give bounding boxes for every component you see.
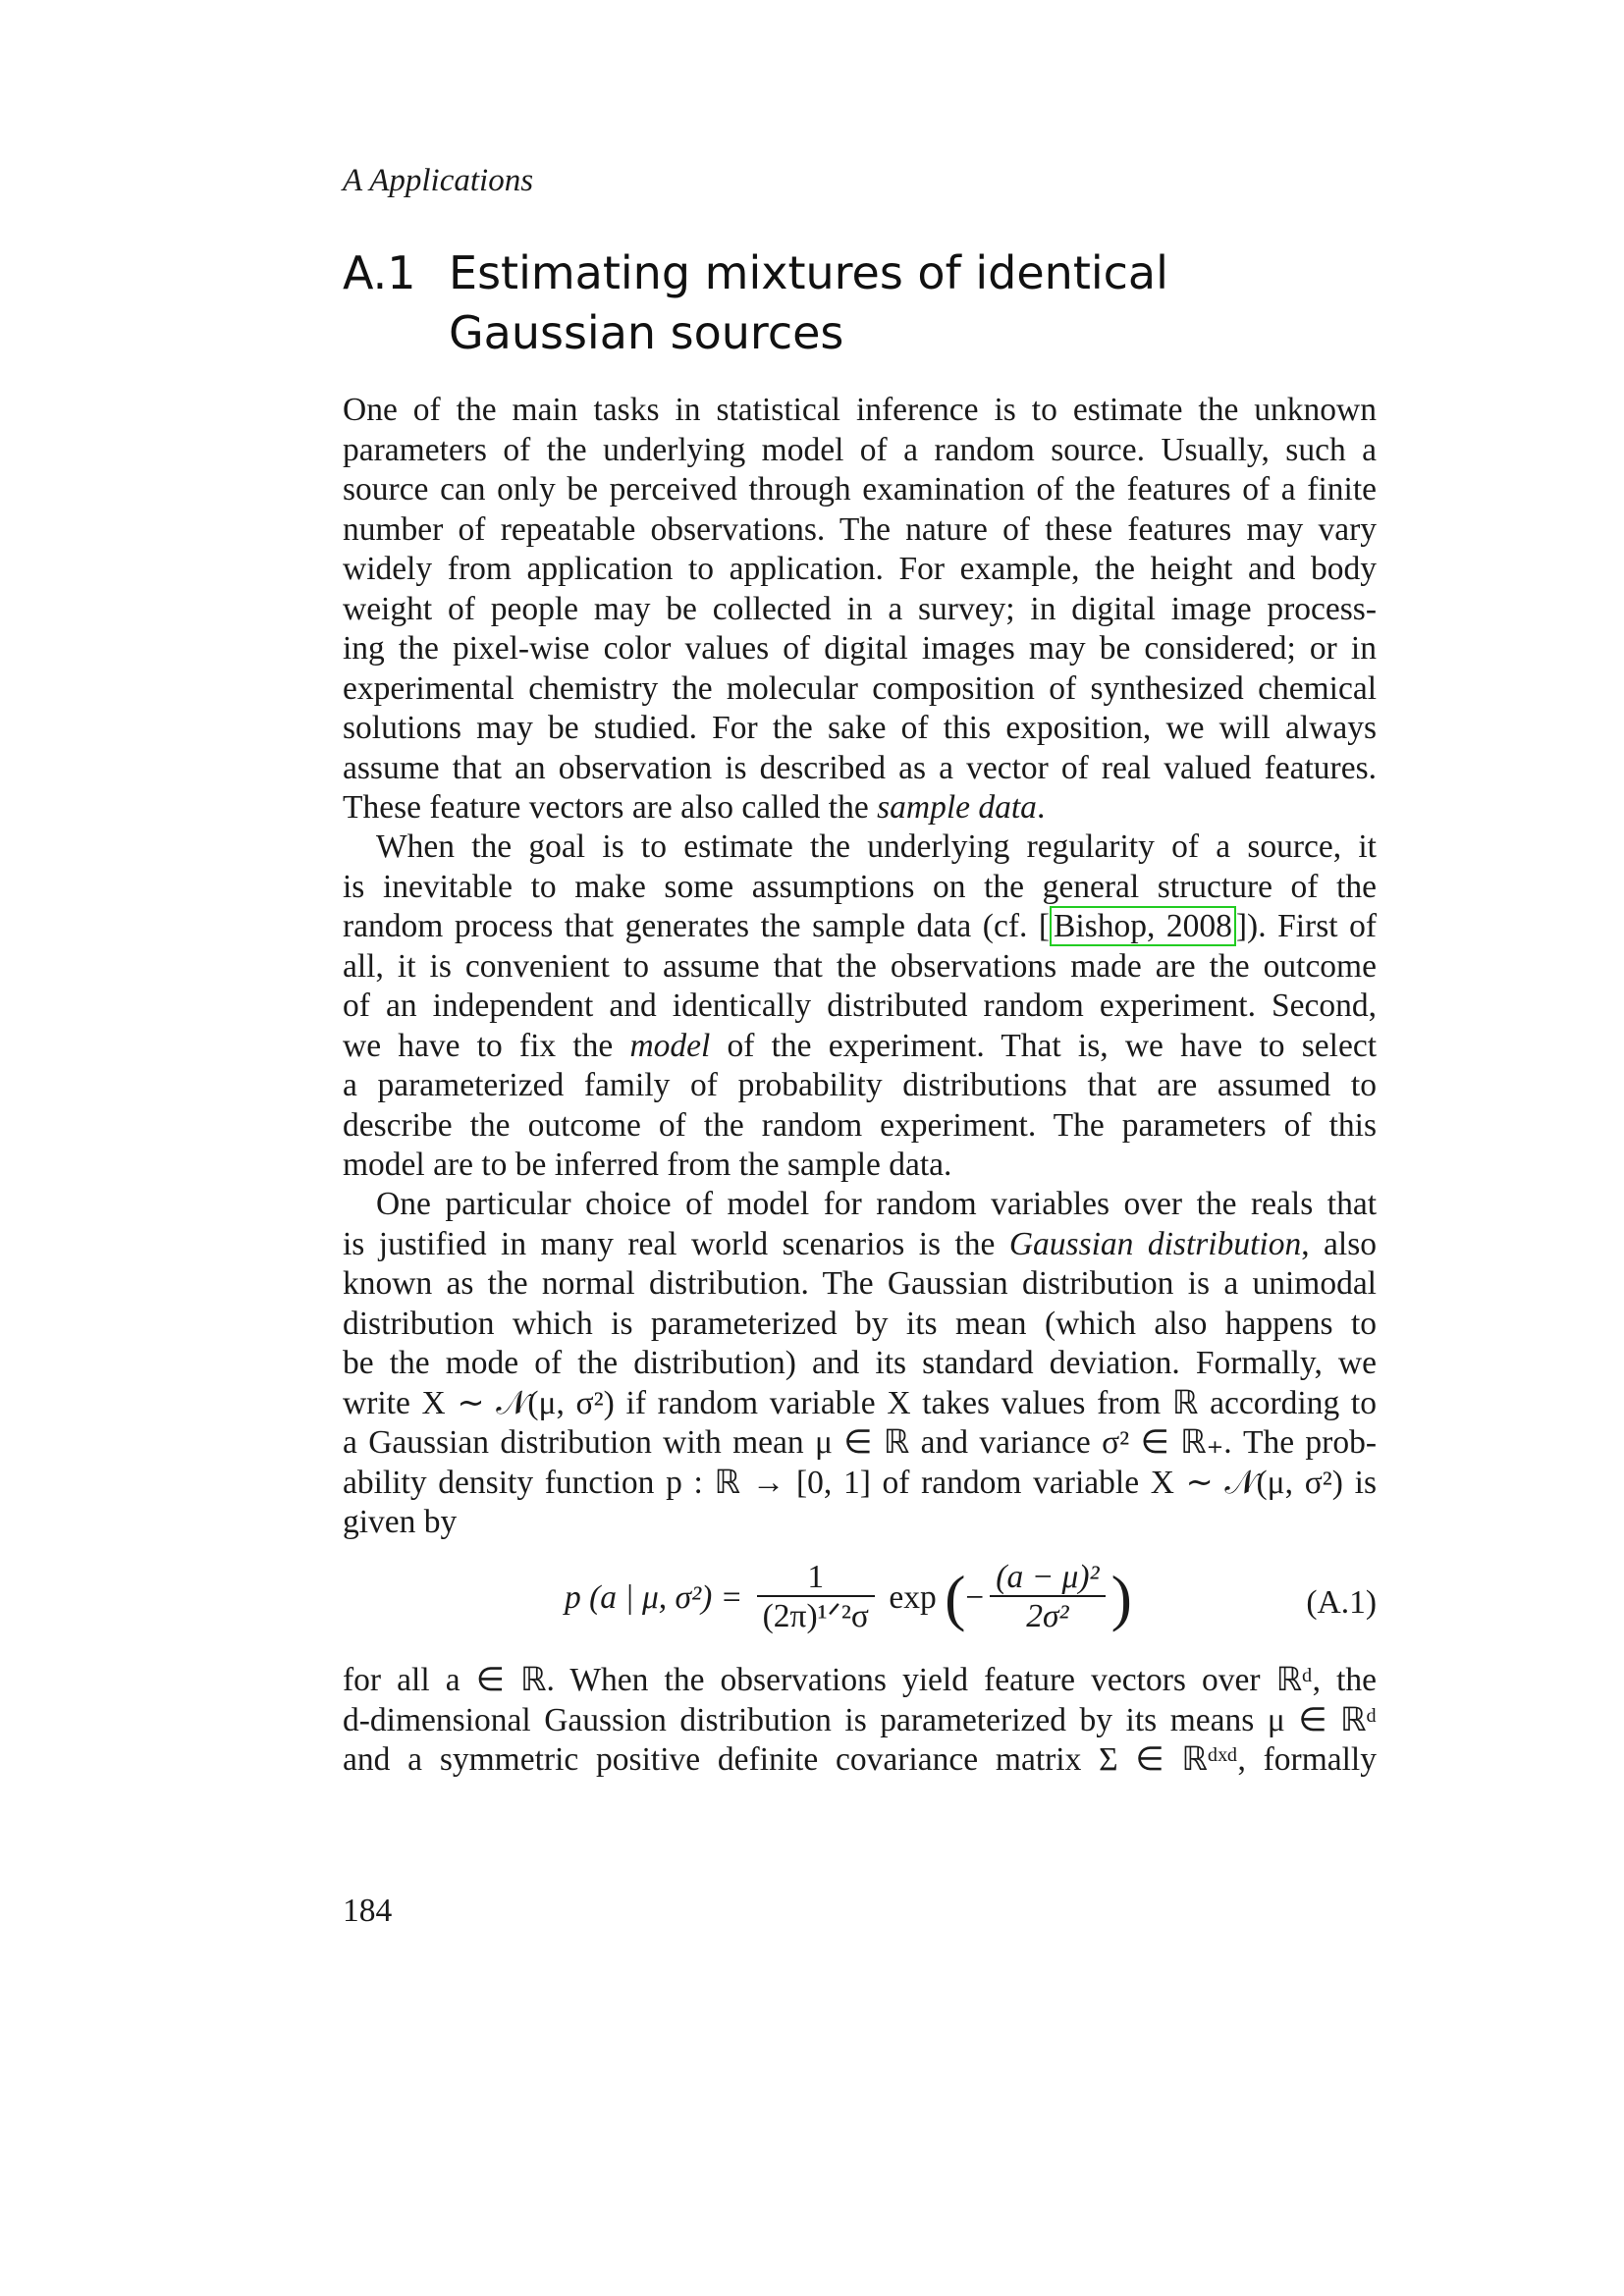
emphasis-model: model <box>629 1027 711 1064</box>
text-line: given by <box>343 1504 458 1540</box>
text-line: solutions may be studied. For the sake of this exposition, we will always <box>343 710 1377 746</box>
fraction-numerator: 1 <box>757 1560 875 1597</box>
text-line: ability density function p : ℝ → [0, 1] of random variable X ∼ 𝒩(μ, σ²) is <box>343 1464 1377 1501</box>
text-line: experimental chemistry the molecular composition of synthesized chemical <box>343 669 1377 707</box>
text-line: ing the pixel-wise color values of digital images may be considered; or in <box>343 630 1377 667</box>
text-line: assume that an observation is described as a vector of real valued features. <box>343 749 1377 786</box>
citation-link[interactable]: Bishop, 2008 <box>1050 906 1236 946</box>
emphasis-gaussian-distribution: Gaussian distribution <box>1008 1225 1302 1262</box>
emphasis-sample-data: sample data <box>877 789 1037 826</box>
section-number: A.1 <box>343 246 416 299</box>
section-title-line1: Estimating mixtures of identical <box>449 246 1168 299</box>
text-line: all, it is convenient to assume that the observations made are the outcome <box>343 947 1377 985</box>
text-line <box>343 1225 1377 1265</box>
text-line: for all a ∈ ℝ. When the observations yield feature vectors over ℝᵈ, the <box>343 1662 1377 1698</box>
text-fragment: we have to fix the <box>343 1027 630 1064</box>
equation-body <box>565 1559 1132 1637</box>
minus-sign: − <box>965 1579 985 1616</box>
paragraph-4 <box>343 1661 1377 1781</box>
text-line <box>343 1027 1377 1067</box>
text-line: One particular choice of model for random variables over the reals that <box>376 1186 1377 1222</box>
equation-a1 <box>343 1559 1377 1637</box>
text-line: describe the outcome of the random experiment. The parameters of this <box>343 1106 1377 1144</box>
text-line: When the goal is to estimate the underlying regularity of a source, it <box>376 828 1377 865</box>
text-line: distribution which is parameterized by its mean (which also happens to <box>343 1305 1377 1342</box>
section-title-line2: Gaussian sources <box>449 306 844 359</box>
text-fragment: of the experiment. That is, we have to select <box>710 1027 1377 1064</box>
text-fragment: is justified in many real world scenarios is the <box>343 1225 1009 1262</box>
text-line <box>343 788 1377 828</box>
close-paren: ) <box>1110 1563 1132 1632</box>
text-line: d-dimensional Gaussion distribution is parameterized by its means μ ∈ ℝᵈ <box>343 1701 1377 1738</box>
text-fragment: . <box>1036 789 1046 826</box>
running-header: A Applications <box>343 163 534 198</box>
text-fragment: ). First of <box>1247 908 1377 944</box>
paragraph-1 <box>343 391 1377 828</box>
paragraph-3 <box>343 1185 1377 1543</box>
text-line: weight of people may be collected in a survey; in digital image process- <box>343 590 1377 627</box>
text-line: of an independent and identically distributed random experiment. Second, <box>343 988 1377 1024</box>
fraction-denominator: 2σ² <box>1026 1598 1069 1634</box>
equation-number: (A.1) <box>1306 1584 1377 1621</box>
text-line: and a symmetric positive definite covariance matrix Σ ∈ ℝᵈˣᵈ, formally <box>343 1741 1377 1778</box>
page-number: 184 <box>343 1893 393 1929</box>
text-line: known as the normal distribution. The Gaussian distribution is a unimodal <box>343 1265 1377 1302</box>
paragraph-2 <box>343 828 1377 1186</box>
text-line: random process that generates the sample data (cf. [ Bishop, 2008 ]). First of <box>343 908 1377 944</box>
text-line: is inevitable to make some assumptions on the general structure of the <box>343 868 1377 905</box>
text-line: be the mode of the distribution) and its standard deviation. Formally, we <box>343 1345 1377 1381</box>
open-paren: ( <box>945 1563 966 1632</box>
text-fragment: random process that generates the sample data (cf. <box>343 908 1039 944</box>
section-heading <box>343 243 1325 363</box>
text-line: parameters of the underlying model of a random source. Usually, such a <box>343 431 1377 468</box>
text-line: model are to be inferred from the sample data. <box>343 1147 952 1183</box>
exp-operator: exp <box>889 1579 937 1616</box>
fraction-normalizer <box>757 1560 875 1636</box>
text-fragment: These feature vectors are also called the <box>343 789 878 826</box>
text-line: a parameterized family of probability distributions that are assumed to <box>343 1067 1377 1103</box>
fraction-exponent <box>990 1560 1105 1636</box>
text-line: One of the main tasks in statistical inference is to estimate the unknown <box>343 392 1377 428</box>
text-line: write X ∼ 𝒩(μ, σ²) if random variable X takes values from ℝ according to <box>343 1384 1377 1421</box>
text-line: a Gaussian distribution with mean μ ∈ ℝ and variance σ² ∈ ℝ₊. The prob- <box>343 1424 1377 1461</box>
text-line: number of repeatable observations. The nature of these features may vary <box>343 510 1377 548</box>
equation-lhs: p (a | μ, σ²) = <box>565 1579 743 1616</box>
fraction-numerator: (a − μ)² <box>990 1560 1105 1597</box>
text-fragment: , also <box>1301 1225 1377 1262</box>
text-line: source can only be perceived through examination of the features of a finite <box>343 471 1377 507</box>
fraction-denominator: (2π)¹ᐟ²σ <box>762 1598 869 1634</box>
text-line: widely from application to application. For example, the height and body <box>343 551 1377 587</box>
